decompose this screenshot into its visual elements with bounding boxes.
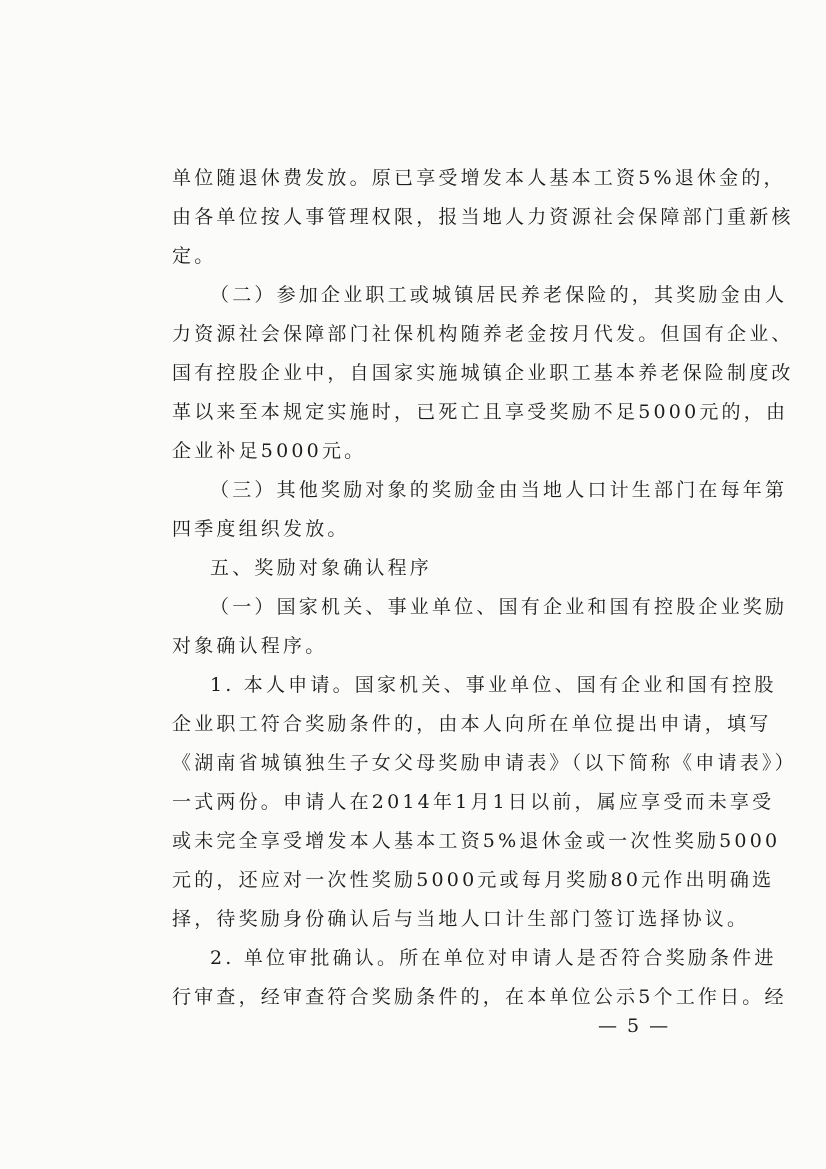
text-line: （三）其他奖励对象的奖励金由当地人口计生部门在每年第 (210, 479, 788, 501)
text-line: 或未完全享受增发本人基本工资5%退休金或一次性奖励5000 (172, 830, 781, 852)
text-line: 1. 本人申请。国家机关、事业单位、国有企业和国有控股 (210, 674, 777, 696)
text-line: 择，待奖励身份确认后与当地人口计生部门签订选择协议。 (172, 908, 750, 930)
page-number: — 5 — (598, 1015, 671, 1037)
text-line: 国有控股企业中，自国家实施城镇企业职工基本养老保险制度改 (172, 362, 794, 384)
text-line: 革以来至本规定实施时，已死亡且享受奖励不足5000元的，由 (172, 401, 789, 423)
text-line: （二）参加企业职工或城镇居民养老保险的，其奖励金由人 (210, 284, 788, 306)
text-line: 定。 (172, 245, 217, 267)
text-line: 行审查，经审查符合奖励条件的，在本单位公示5个工作日。经 (172, 986, 787, 1008)
text-line: 由各单位按人事管理权限，报当地人力资源社会保障部门重新核 (172, 206, 794, 228)
text-line: 2. 单位审批确认。所在单位对申请人是否符合奖励条件进 (210, 947, 777, 969)
text-line: 元的，还应对一次性奖励5000元或每月奖励80元作出明确选 (172, 869, 775, 891)
text-line: （一）国家机关、事业单位、国有企业和国有控股企业奖励 (210, 596, 788, 618)
text-line: 一式两份。申请人在2014年1月1日以前，属应享受而未享受 (172, 791, 775, 813)
text-line: 单位随退休费发放。原已享受增发本人基本工资5%退休金的， (172, 167, 786, 189)
text-line: 企业职工符合奖励条件的，由本人向所在单位提出申请，填写 (172, 713, 772, 735)
section-heading: 五、奖励对象确认程序 (210, 557, 433, 579)
text-line: 对象确认程序。 (172, 635, 328, 657)
text-line: 力资源社会保障部门社保机构随养老金按月代发。但国有企业、 (172, 323, 794, 345)
text-line: 《湖南省城镇独生子女父母奖励申请表》（以下简称《申请表》） (172, 752, 797, 774)
text-line: 四季度组织发放。 (172, 518, 350, 540)
text-line: 企业补足5000元。 (172, 440, 367, 462)
